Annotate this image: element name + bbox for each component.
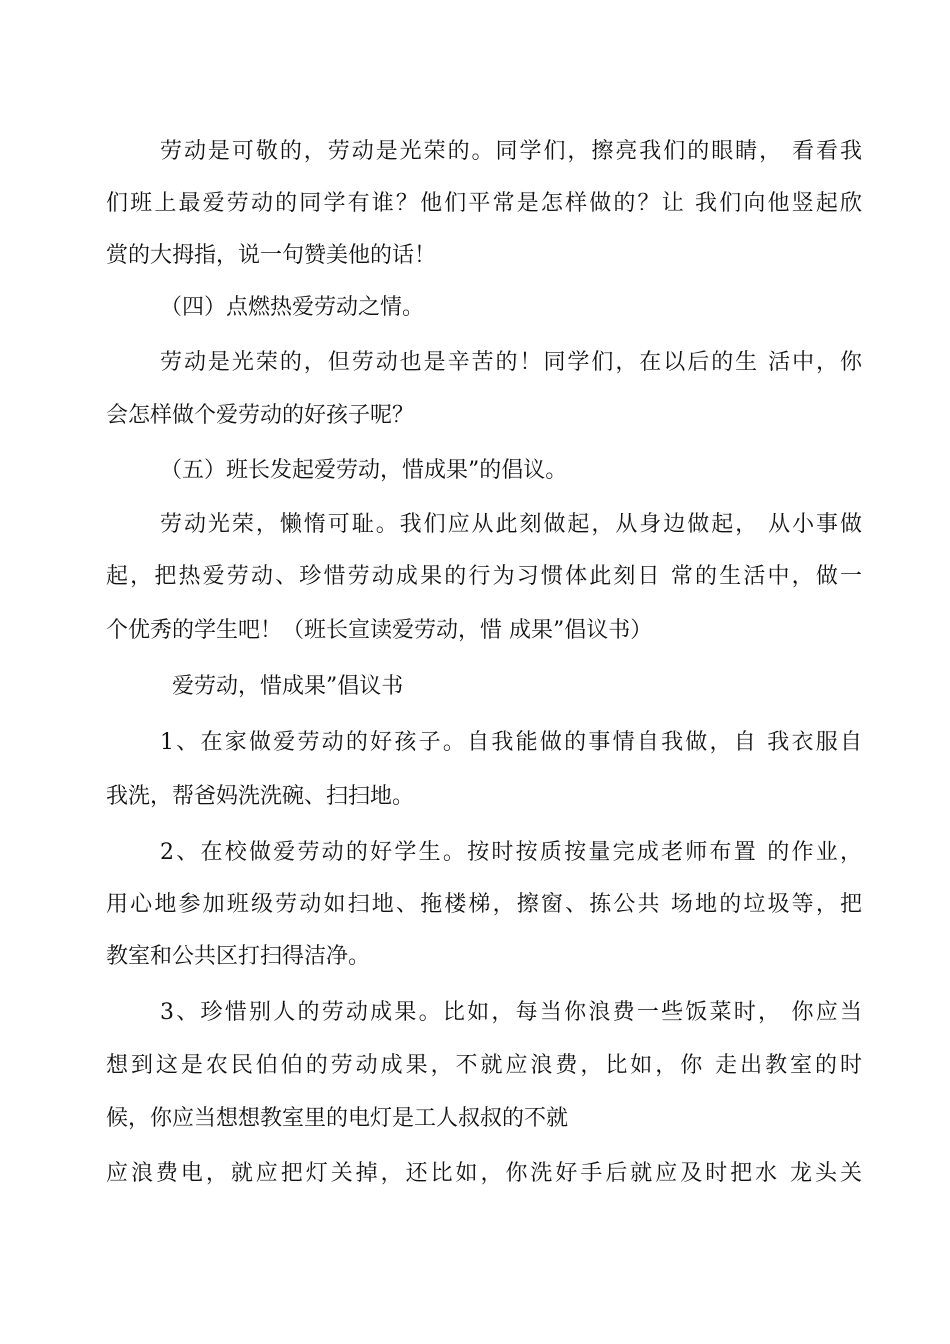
paragraph-line: 教室和公共区打扫得洁净。: [106, 944, 371, 969]
proposal-title: 爱劳动，惜成果”倡议书: [172, 674, 404, 699]
paragraph-line: 1、在家做爱劳动的好孩子。自我能做的事情自我做，自 我衣服自: [160, 730, 862, 755]
paragraph-line: 3、珍惜别人的劳动成果。比如，每当你浪费一些饭菜时， 你应当: [160, 1000, 862, 1025]
paragraph-line: 赏的大拇指，说一句赞美他的话！: [106, 243, 437, 268]
paragraph-line: 应浪费电，就应把灯关掉，还比如，你洗好手后就应及时把水 龙头关: [106, 1161, 862, 1186]
paragraph-line: 个优秀的学生吧！（班长宣读爱劳动，惜 成果”倡议书）: [106, 618, 653, 643]
paragraph-line: 候，你应当想想教室里的电灯是工人叔叔的不就: [106, 1106, 569, 1131]
paragraph-line: 用心地参加班级劳动如扫地、拖楼梯，擦窗、拣公共 场地的垃圾等，把: [106, 892, 862, 917]
paragraph-line: 劳动是可敬的，劳动是光荣的。同学们，擦亮我们的眼睛， 看看我: [160, 139, 862, 164]
paragraph-line: 劳动光荣，懒惰可耻。我们应从此刻做起，从身边做起， 从小事做: [160, 512, 862, 537]
paragraph-line: 我洗，帮爸妈洗洗碗、扫扫地。: [106, 784, 415, 809]
section-heading: （五）班长发起爱劳动，惜成果”的倡议。: [160, 458, 568, 483]
paragraph-line: 劳动是光荣的，但劳动也是辛苦的！同学们，在以后的生 活中，你: [160, 350, 862, 375]
paragraph-line: 会怎样做个爱劳动的好孩子呢？: [106, 403, 415, 428]
section-heading: （四）点燃热爱劳动之情。: [160, 295, 425, 320]
paragraph-line: 们班上最爱劳动的同学有谁？他们平常是怎样做的？让 我们向他竖起欣: [106, 191, 862, 216]
paragraph-line: 想到这是农民伯伯的劳动成果，不就应浪费，比如，你 走出教室的时: [106, 1053, 862, 1078]
paragraph-line: 起，把热爱劳动、珍惜劳动成果的行为习惯体此刻日 常的生活中，做一: [106, 564, 862, 589]
paragraph-line: 2、在校做爱劳动的好学生。按时按质按量完成老师布置 的作业，: [160, 840, 862, 865]
